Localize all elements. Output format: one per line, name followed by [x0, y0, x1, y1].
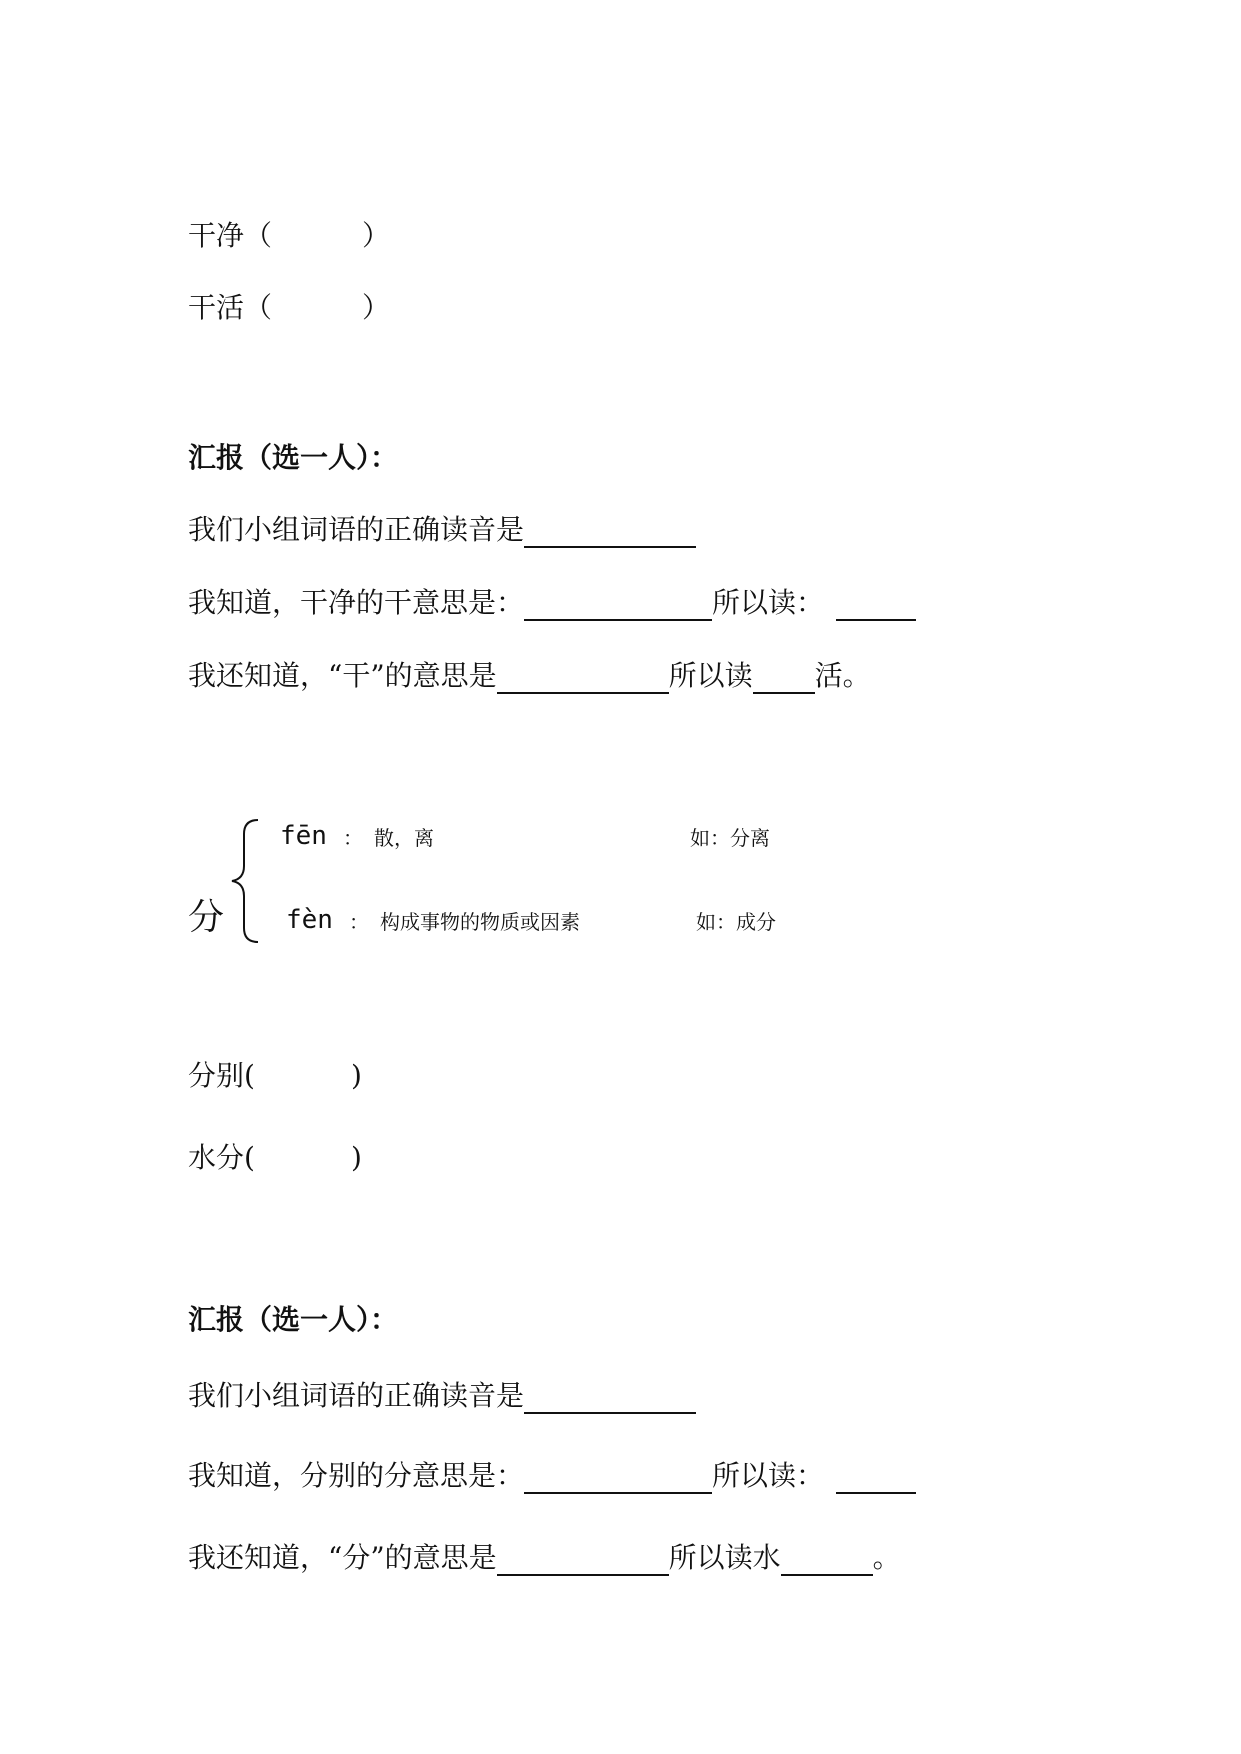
fill-blank[interactable] [753, 662, 815, 694]
report-line-text: 所以读： [712, 1459, 825, 1492]
report-line-text: 我知道，分别的分意思是： [188, 1459, 525, 1492]
word-text: 干净（ [188, 219, 273, 252]
report-line-text: 所以读： [712, 586, 825, 619]
fill-blank[interactable] [524, 1462, 712, 1494]
fill-blank[interactable] [781, 1544, 873, 1576]
fill-blank[interactable] [836, 1462, 916, 1494]
report-line-pronunciation [188, 512, 696, 548]
word-text: 水分( [188, 1141, 255, 1174]
report-line-text: 我还知道，“分”的意思是 [188, 1541, 497, 1574]
pinyin: fēn [280, 821, 327, 851]
polyphone-char: 分 [188, 897, 225, 938]
report-line-other-meaning [188, 1540, 901, 1576]
colon: ： [343, 826, 363, 850]
report-line-text: 我们小组词语的正确读音是 [188, 1379, 525, 1412]
fill-blank[interactable] [524, 589, 712, 621]
fill-blank[interactable] [497, 1544, 669, 1576]
report-line-text: 活。 [814, 659, 871, 692]
example: 如：分离 [690, 826, 770, 850]
fill-blank[interactable] [524, 516, 696, 548]
pinyin: fèn [286, 905, 333, 935]
colon: ： [349, 910, 369, 934]
word-item-fenbie [188, 1058, 362, 1094]
report-line-text: 我还知道，“干”的意思是 [188, 659, 497, 692]
brace-icon [228, 816, 262, 946]
report-line-text: 。 [872, 1541, 901, 1574]
example: 如：成分 [696, 910, 776, 934]
word-item-ganhuo [188, 290, 390, 326]
word-item-shuifen [188, 1140, 362, 1176]
word-text: 干活（ [188, 291, 273, 324]
report-line-text: 我们小组词语的正确读音是 [188, 513, 525, 546]
meaning: 散，离 [374, 826, 434, 850]
report-line-meaning [188, 585, 916, 621]
close-paren: ） [362, 291, 391, 324]
report-heading: 汇报（选一人）： [188, 441, 399, 474]
report-line-meaning [188, 1458, 916, 1494]
close-paren: ) [350, 1059, 362, 1092]
report-line-other-meaning [188, 658, 871, 694]
report-line-pronunciation [188, 1378, 696, 1414]
fill-blank[interactable] [497, 662, 669, 694]
report-line-text: 所以读水 [668, 1541, 781, 1574]
close-paren: ） [362, 219, 391, 252]
report-line-text: 所以读 [668, 659, 753, 692]
report-line-text: 我知道，干净的干意思是： [188, 586, 525, 619]
word-item-ganjing [188, 218, 390, 254]
fill-blank[interactable] [524, 1382, 696, 1414]
report-heading: 汇报（选一人）： [188, 1303, 399, 1336]
word-text: 分别( [188, 1059, 255, 1092]
close-paren: ) [350, 1141, 362, 1174]
meaning: 构成事物的物质或因素 [380, 910, 580, 934]
fill-blank[interactable] [836, 589, 916, 621]
